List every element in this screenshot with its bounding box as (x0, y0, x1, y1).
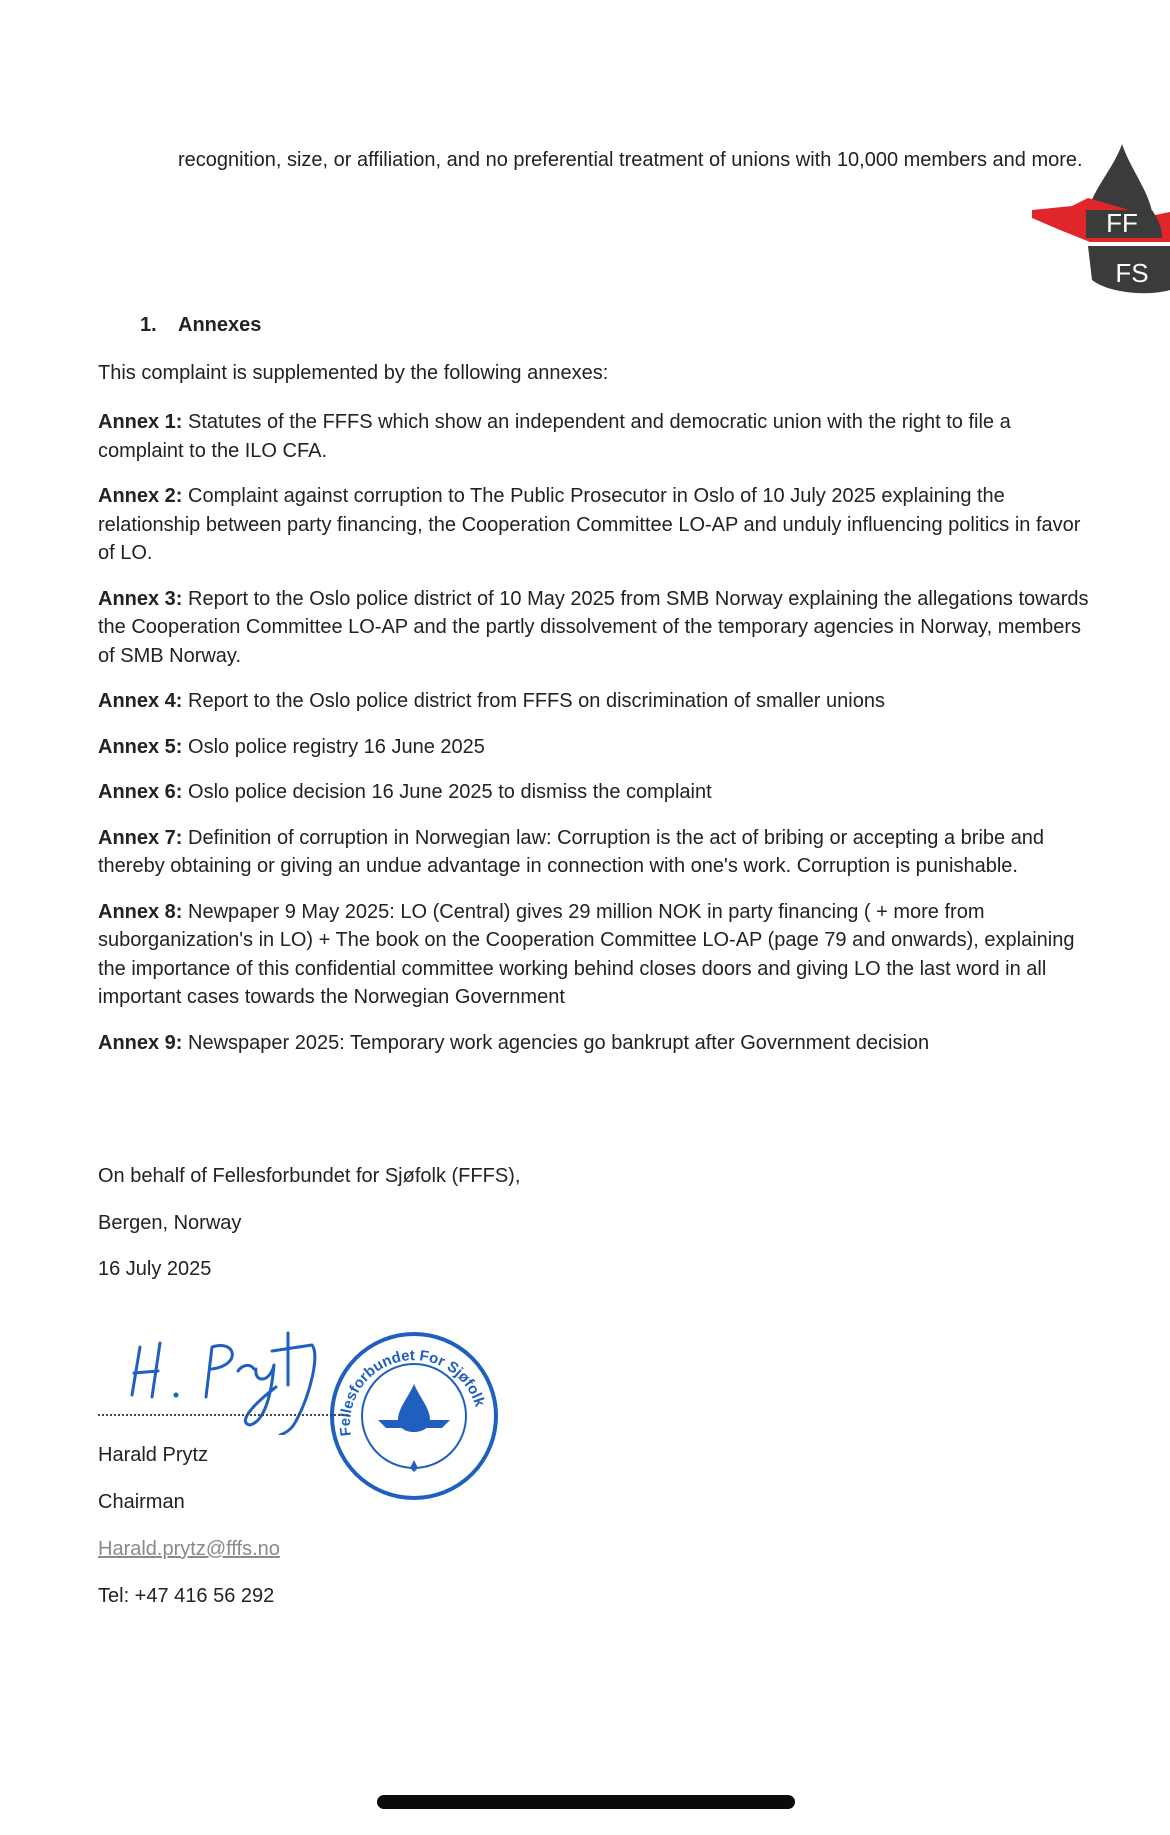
annex-label: Annex 9: (98, 1031, 183, 1054)
section-lead: This complaint is supplemented by the following annexes: (98, 362, 609, 384)
annex-item (98, 898, 1098, 1012)
annex-text: Definition of corruption in Norwegian law: Corruption is the act of bribing or accepting a bribe and thereby obtaining or giving an undue advantage in connection with one's work. Corruption is punishable. (98, 826, 1045, 877)
section-title: Annexes (178, 314, 262, 336)
fffs-logo (1030, 142, 1170, 294)
annex-list (98, 408, 1098, 1074)
signer-name: Harald Prytz (98, 1444, 209, 1466)
signature-line (98, 1414, 348, 1416)
annex-item (98, 408, 1098, 465)
official-stamp (322, 1328, 507, 1503)
closing-place: Bergen, Norway (98, 1212, 242, 1234)
annex-text: Report to the Oslo police district of 10 May 2025 from SMB Norway explaining the allegations towards the Cooperation Committee LO-AP and the partly dissolvement of the temporary agencies in Norway, members of SMB Norway. (98, 587, 1089, 667)
annex-item (98, 1029, 1098, 1058)
annex-item (98, 687, 1098, 716)
annex-label: Annex 1: (98, 411, 183, 433)
section-number: 1. (140, 314, 157, 336)
signer-email-link[interactable]: Harald.prytz@fffs.no (98, 1538, 280, 1560)
annex-label: Annex 2: (98, 485, 183, 507)
annex-text: Oslo police registry 16 June 2025 (188, 735, 485, 758)
annex-text: Oslo police decision 16 June 2025 to dismiss the complaint (188, 781, 712, 803)
annex-label: Annex 7: (98, 826, 183, 849)
annex-label: Annex 5: (98, 735, 183, 758)
closing-date: 16 July 2025 (98, 1258, 212, 1280)
annex-label: Annex 8: (98, 900, 183, 923)
annex-item (98, 778, 1098, 807)
signer-title: Chairman (98, 1491, 185, 1513)
intro-paragraph: recognition, size, or affiliation, and no preferential treatment of unions with 10,000 members and more. (178, 149, 1083, 171)
annex-item (98, 482, 1098, 568)
logo-letters-top: FF (1106, 208, 1138, 238)
annex-item (98, 585, 1098, 671)
home-indicator[interactable] (377, 1795, 795, 1809)
annex-text: Statutes of the FFFS which show an independent and democratic union with the right to file a complaint to the ILO CFA. (98, 411, 1011, 462)
annex-item (98, 733, 1098, 762)
annex-label: Annex 4: (98, 690, 183, 712)
section-heading (140, 314, 261, 337)
annex-label: Annex 3: (98, 587, 183, 610)
annex-text: Newpaper 9 May 2025: LO (Central) gives 29 million NOK in party financing ( + more from suborganization's in LO) + The book on the Cooperation Committee LO-AP (page 79 and onwards), explaining the importance of this confidential committee working behind closes doors and giving LO the last word in all important cases towards the Norwegian Government (98, 900, 1075, 1008)
stamp-text: Fellesforbundet For Sjøfolk (336, 1347, 489, 1437)
logo-letters-bottom: FS (1115, 258, 1149, 288)
annex-text: Newspaper 2025: Temporary work agencies go bankrupt after Government decision (188, 1031, 930, 1054)
annex-text: Complaint against corruption to The Public Prosecutor in Oslo of 10 July 2025 explaining the relationship between party financing, the Cooperation Committee LO-AP and unduly influencing politics in favor of LO. (98, 485, 1081, 564)
closing-behalf: On behalf of Fellesforbundet for Sjøfolk (FFFS), (98, 1165, 521, 1187)
annex-item (98, 824, 1098, 881)
annex-label: Annex 6: (98, 781, 183, 803)
signer-phone: Tel: +47 416 56 292 (98, 1585, 275, 1607)
annex-text: Report to the Oslo police district from FFFS on discrimination of smaller unions (188, 690, 885, 712)
